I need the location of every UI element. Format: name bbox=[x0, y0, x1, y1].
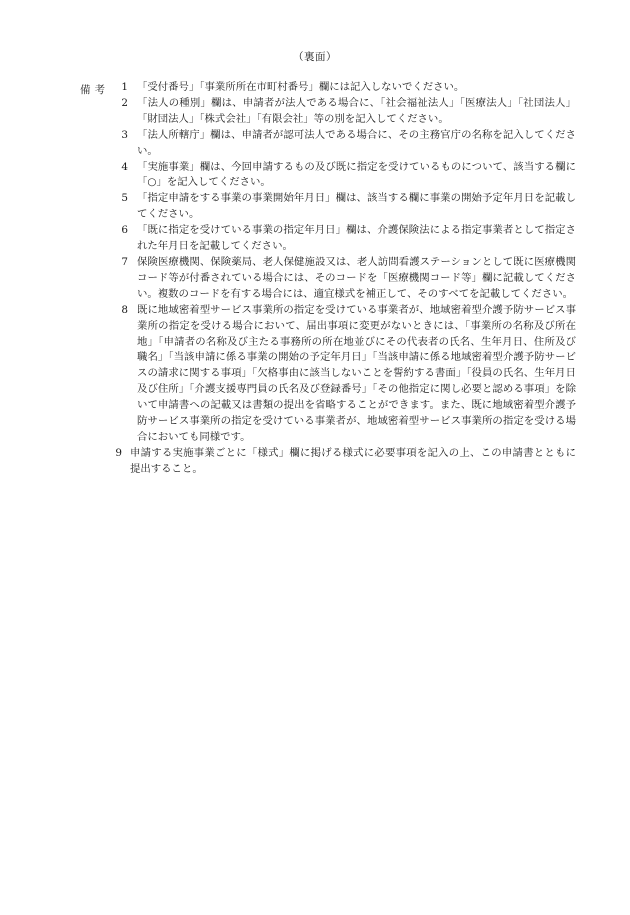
remarks-label: 備考 bbox=[80, 84, 109, 96]
page-side-label: （裏面） bbox=[293, 51, 337, 63]
note-text: 「法人の種別」欄は、申請者が法人である場合に、「社会福祉法人」「医療法人」「社団法人」「財団法人」「株式会社」「有限会社」等の別を記入してください。 bbox=[137, 96, 576, 125]
note-item bbox=[110, 303, 576, 446]
note-text: 申請する実施事業ごとに「様式」欄に掲げる様式に必要事項を記入の上、この申請書とともに提出すること。 bbox=[130, 446, 576, 475]
note-number: 5 bbox=[121, 192, 128, 205]
note-item bbox=[110, 255, 576, 303]
note-item bbox=[110, 128, 576, 160]
note-item bbox=[110, 96, 576, 128]
note-number: 1 bbox=[121, 81, 128, 93]
note-item bbox=[110, 80, 576, 96]
note-number: 6 bbox=[121, 224, 128, 237]
note-item bbox=[110, 160, 576, 192]
note-number: 3 bbox=[121, 128, 128, 141]
note-item bbox=[104, 446, 576, 478]
note-item bbox=[110, 191, 576, 223]
note-text: 既に地域密着型サービス事業所の指定を受けている事業者が、地域密着型介護予防サービス事業所の指定を受ける場合において、届出事項に変更がないときには、「事業所の名称及び所在地」「申請者の名称及び主たる事務所の所在地並びにその代表者の氏名、生年月日、住所及び職名」「当該申請に係る事業の開始の予定年月日」「当該申請に係る地域密着型介護予防サービスの請求に関する事項」「欠格事由に該当しないことを誓約する書面」「役員の氏名、生年月日及び住所」「介護支援専門員の氏名及び登録番号」「その他指定に関し必要と認める事項」を除いて申請書への記載又は書類の提出を省略することができます。また、既に地域密着型介護予防サービス事業所の指定を受けている事業者が、地域密着型サービス事業所の指定を受ける場合においても同様です。 bbox=[137, 303, 576, 443]
note-text: 保険医療機関、保険薬局、老人保健施設又は、老人訪問看護ステーションとして既に医療機関コード等が付番されている場合には、そのコードを「医療機関コード等」欄に記載してください。複数のコードを有する場合には、適宜様式を補正して、そのすべてを記載してください。 bbox=[137, 255, 576, 300]
note-number: 2 bbox=[121, 96, 128, 109]
note-number: 7 bbox=[121, 255, 128, 268]
note-number: 8 bbox=[121, 303, 128, 316]
note-number: 4 bbox=[121, 160, 128, 173]
note-text: 「受付番号」「事業所所在市町村番号」欄には記入しないでください。 bbox=[137, 81, 465, 93]
note-text: 「既に指定を受けている事業の指定年月日」欄は、介護保険法による指定事業者として指定された年月日を記載してください。 bbox=[137, 224, 576, 253]
note-text: 「指定申請をする事業の事業開始年月日」欄は、該当する欄に事業の開始予定年月日を記載してください。 bbox=[137, 192, 576, 221]
remarks-notes-list bbox=[110, 80, 576, 478]
note-text: 「実施事業」欄は、今回申請するもの及び既に指定を受けているものについて、該当する欄に「○」を記入してください。 bbox=[137, 160, 576, 189]
note-text: 「法人所轄庁」欄は、申請者が認可法人である場合に、その主務官庁の名称を記入してください。 bbox=[137, 128, 576, 157]
note-number: 9 bbox=[115, 446, 122, 459]
note-item bbox=[110, 223, 576, 255]
